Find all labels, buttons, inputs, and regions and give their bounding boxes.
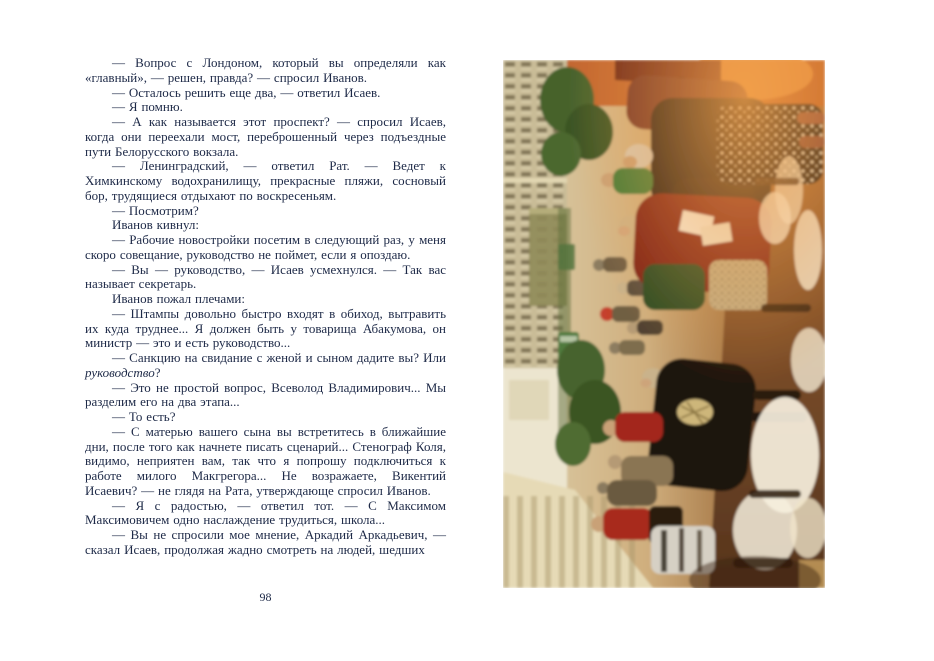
paragraph-italic-word: руководство bbox=[85, 364, 155, 380]
paragraph: — Ленинградский, — ответил Рат. — Ведет к Химкинскому водохранилищу, прекрасные пляжи, сосновый бор, трудящиеся отдыхают по воскресеньям. bbox=[85, 158, 446, 203]
paragraph: — Вопрос с Лондоном, который вы определяли как «главный», — решен, правда? — спросил Иванов. bbox=[85, 55, 446, 85]
paragraph: — Я с радостью, — ответил тот. — С Максимом Максимовичем одно наслаждение трудиться, школа... bbox=[85, 497, 446, 528]
text-block bbox=[85, 56, 446, 558]
film-still-photo bbox=[503, 60, 825, 588]
paragraph: — Это не простой вопрос, Всеволод Владимирович... Мы разделим его на два этапа... bbox=[85, 379, 446, 410]
paragraph: — Посмотрим? bbox=[112, 202, 199, 218]
page-number: 98 bbox=[259, 590, 272, 604]
paragraph: — Вы не спросили мое мнение, Аркадий Аркадьевич, — сказал Исаев, продолжая жадно смотреть на людей, шедших bbox=[85, 527, 446, 557]
paragraph: — С матерью вашего сына вы встретитесь в ближайшие дни, после того как начнете писать сценарий... Стенограф Коля, видимо, неприятен вам, так что я попрошу подключиться к работе милого Макгрегора... Не возражаете, Викентий Исаевич? — не глядя на Рата, утверждающе спросил Иванов. bbox=[85, 423, 446, 498]
paragraph: — Осталось решить еще два, — ответил Исаев. bbox=[112, 84, 381, 100]
paragraph-text: ? bbox=[154, 364, 161, 380]
paragraph: — Штампы довольно быстро входят в обиход, вытравить их куда труднее... Я должен быть у товарища Абакумова, он министр — это и есть руководство... bbox=[85, 305, 446, 351]
paragraph: Иванов пожал плечами: bbox=[112, 291, 246, 306]
paragraph: — Рабочие новостройки посетим в следующий раз, у меня скоро совещание, руководство не поймет, если я опоздаю. bbox=[85, 232, 446, 262]
paragraph: — Вы — руководство, — Исаев усмехнулся. — Так вас называет секретарь. bbox=[85, 261, 446, 292]
photo-glow-overlay bbox=[503, 60, 825, 588]
paragraph: Иванов кивнул: bbox=[112, 217, 200, 233]
paragraph: — То есть? bbox=[112, 409, 176, 424]
paragraph: — А как называется этот проспект? — спросил Исаев, когда они переехали мост, переброшенный через подъездные пути Белорусского вокзала. bbox=[85, 114, 446, 159]
paragraph bbox=[85, 351, 446, 381]
paragraph: — Я помню. bbox=[112, 99, 183, 115]
paragraph-text: — Санкцию на свидание с женой и сыном дадите вы? Или bbox=[112, 350, 446, 365]
